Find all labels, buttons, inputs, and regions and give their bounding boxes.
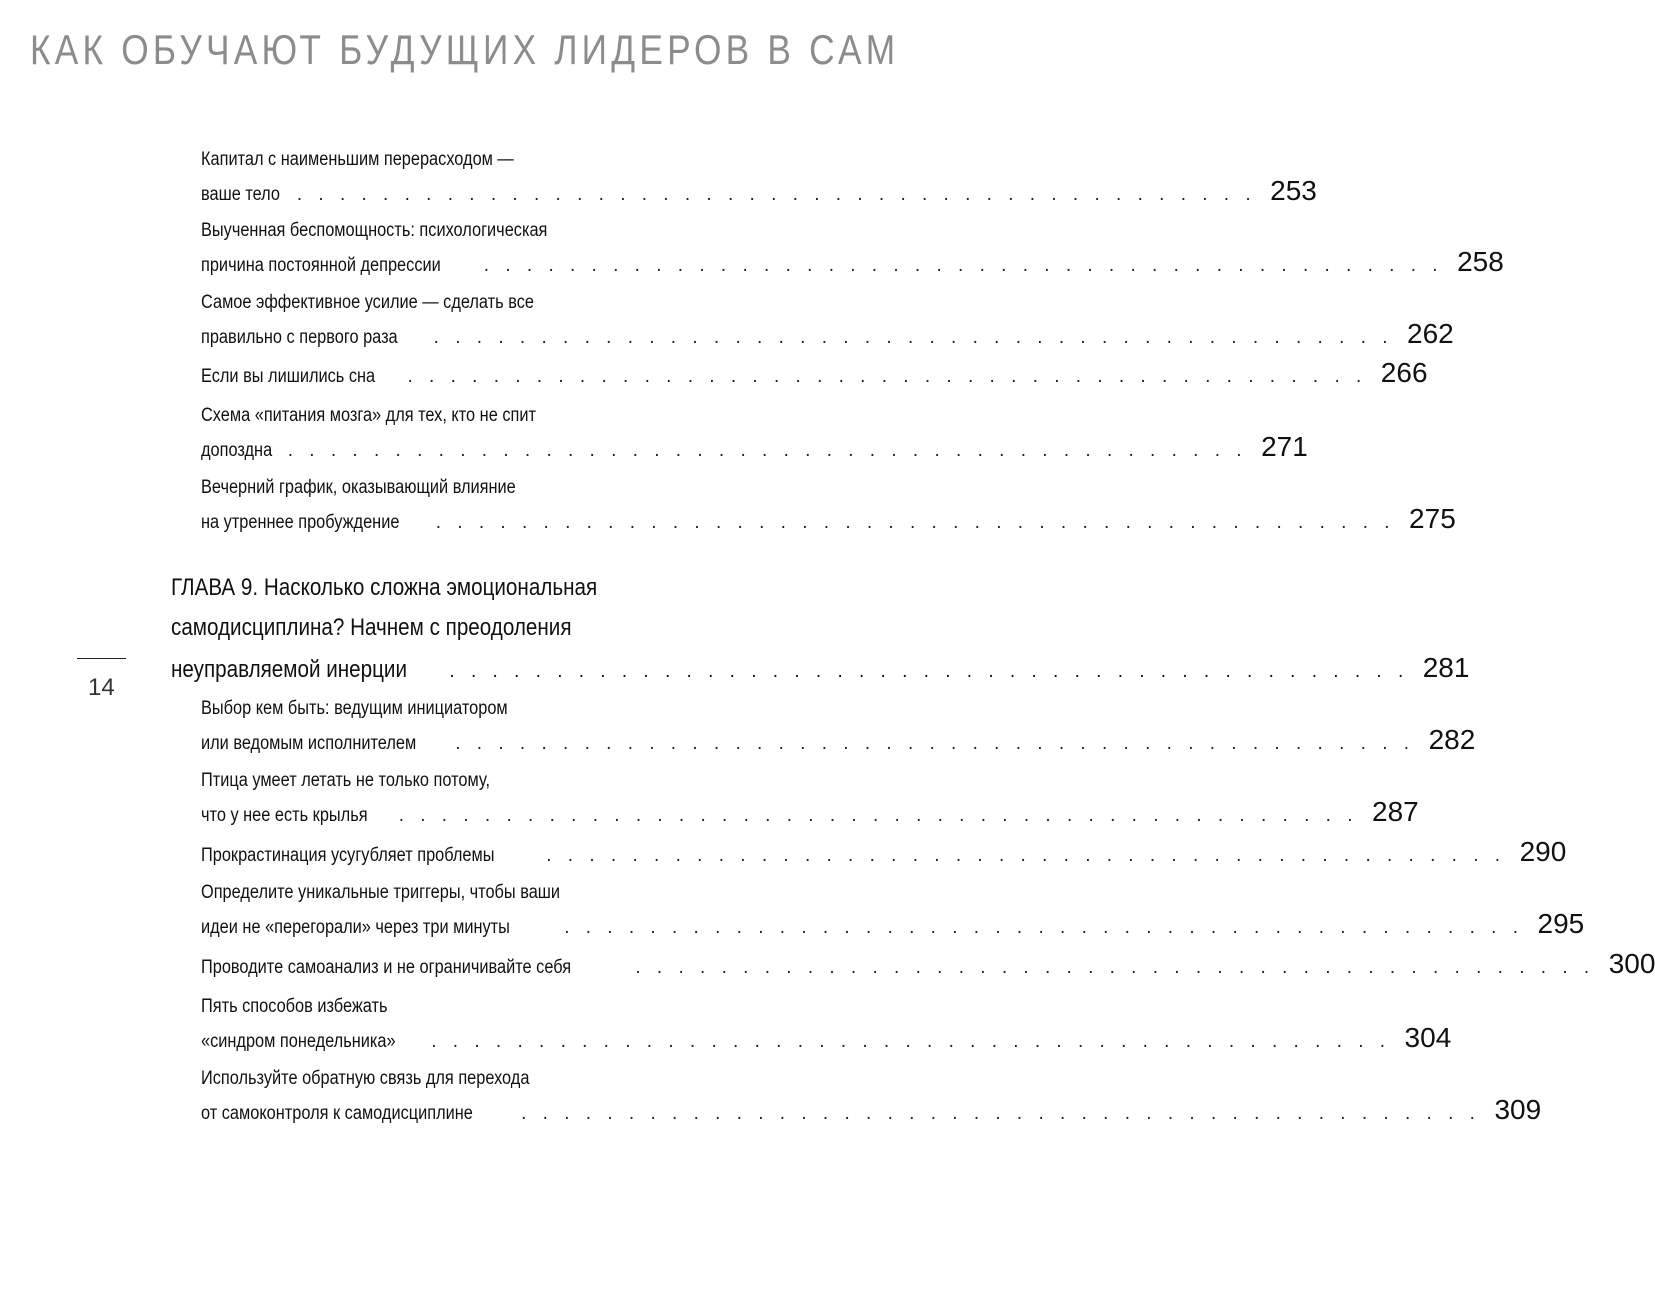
toc-entry[interactable] <box>201 948 1655 979</box>
leader-dots: . . . . . . . . . . . . . . . . . . . . . . . . . . . . . . . . . . . . . . . . . . . . . <box>407 366 1367 387</box>
toc-entry-title-line2: ваше тело <box>201 184 280 205</box>
toc-entry-title-line1: Определите уникальные триггеры, чтобы ваши <box>201 882 561 903</box>
chapter-title-line3: неуправляемой инерции <box>171 656 407 683</box>
toc-entry-title-line2: причина постоянной депрессии <box>201 255 441 276</box>
toc-entry-page: 275 <box>1409 503 1456 534</box>
toc-entry[interactable] <box>201 991 1452 1053</box>
chapter-title-line1: ГЛАВА 9. Насколько сложна эмоциональная <box>171 574 598 601</box>
leader-dots: . . . . . . . . . . . . . . . . . . . . . . . . . . . . . . . . . . . . . . . . . . . . . <box>287 440 1248 461</box>
toc-entry[interactable] <box>201 357 1428 388</box>
leader-dots: . . . . . . . . . . . . . . . . . . . . . . . . . . . . . . . . . . . . . . . . . . . . . <box>521 1103 1481 1124</box>
toc-entry[interactable] <box>201 144 1317 206</box>
leader-dots: . . . . . . . . . . . . . . . . . . . . . . . . . . . . . . . . . . . . . . . . . . . . . <box>431 1031 1391 1052</box>
leader-dots: . . . . . . . . . . . . . . . . . . . . . . . . . . . . . . . . . . . . . . . . . . . . . <box>433 327 1393 348</box>
toc-entry[interactable] <box>201 287 1454 349</box>
leader-dots: . . . . . . . . . . . . . . . . . . . . . . . . . . . . . . . . . . . . . . . . . . . . . <box>483 255 1444 276</box>
running-head: КАК ОБУЧАЮТ БУДУЩИХ ЛИДЕРОВ В САМ <box>30 26 900 73</box>
toc-entry-page: 295 <box>1537 908 1585 939</box>
toc-entry-title-line2: «синдром понедельника» <box>201 1031 396 1052</box>
toc-entry-title-line1: Птица умеет летать не только потому, <box>201 770 491 791</box>
toc-entry-page: 300 <box>1608 948 1655 979</box>
toc-entry-page: 304 <box>1404 1022 1452 1053</box>
toc-entry-title-line2: правильно с первого раза <box>201 327 398 348</box>
chapter-heading[interactable] <box>171 568 1470 688</box>
toc-entry-title-line1: Капитал с наименьшим перерасходом — <box>201 149 514 170</box>
leader-dots: . . . . . . . . . . . . . . . . . . . . . . . . . . . . . . . . . . . . . . . . . . . . . <box>435 512 1396 533</box>
toc-entry-title-line2: на утреннее пробуждение <box>201 512 400 533</box>
toc-entry[interactable] <box>201 1063 1542 1125</box>
toc-entry[interactable] <box>201 215 1504 277</box>
leader-dots: . . . . . . . . . . . . . . . . . . . . . . . . . . . . . . . . . . . . . . . . . . . . . <box>449 661 1409 682</box>
chapter-title-line2: самодисциплина? Начнем с преодоления <box>171 614 572 641</box>
toc-entry-title: Если вы лишились сна <box>201 366 376 387</box>
toc-entry-title-line2: от самоконтроля к самодисциплине <box>201 1103 473 1124</box>
chapter-page: 281 <box>1422 652 1470 683</box>
leader-dots: . . . . . . . . . . . . . . . . . . . . . . . . . . . . . . . . . . . . . . . . . . . . . <box>398 805 1359 826</box>
toc-entry-title-line1: Пять способов избежать <box>201 996 388 1017</box>
leader-dots: . . . . . . . . . . . . . . . . . . . . . . . . . . . . . . . . . . . . . . . . . . . . . <box>296 184 1257 205</box>
toc-entry-title-line2: идеи не «перегорали» через три минуты <box>201 917 510 938</box>
toc-entry-page: 253 <box>1270 175 1317 206</box>
toc-entry[interactable] <box>201 877 1585 939</box>
toc-entry-page: 287 <box>1372 796 1419 827</box>
toc-entry-page: 262 <box>1407 318 1454 349</box>
leader-dots: . . . . . . . . . . . . . . . . . . . . . . . . . . . . . . . . . . . . . . . . . . . . . <box>564 917 1524 938</box>
toc-entry-page: 266 <box>1380 357 1428 388</box>
toc-entry-title-line2: что у нее есть крылья <box>201 805 368 826</box>
toc-entry-title-line2: или ведомым исполнителем <box>201 733 417 754</box>
page-number: 14 <box>88 674 115 701</box>
toc-entry-title-line1: Самое эффективное усилие — сделать все <box>201 292 534 313</box>
toc-entry-page: 258 <box>1457 246 1504 277</box>
toc-entry-title: Прокрастинация усугубляет проблемы <box>201 845 495 866</box>
toc-entry[interactable] <box>201 472 1456 534</box>
toc-entry-title-line1: Выбор кем быть: ведущим инициатором <box>201 698 508 719</box>
toc-entry-page: 309 <box>1494 1094 1542 1125</box>
toc-entry[interactable] <box>201 400 1308 462</box>
toc-entry-title-line1: Схема «питания мозга» для тех, кто не спит <box>201 405 536 426</box>
toc-entry-page: 282 <box>1428 724 1476 755</box>
toc-entry[interactable] <box>201 836 1567 867</box>
toc-entry-title-line2: допоздна <box>201 440 273 461</box>
toc-entry-title-line1: Используйте обратную связь для перехода <box>201 1068 530 1089</box>
leader-dots: . . . . . . . . . . . . . . . . . . . . . . . . . . . . . . . . . . . . . . . . . . . . . <box>635 957 1595 978</box>
toc-entry-page: 271 <box>1261 431 1308 462</box>
leader-dots: . . . . . . . . . . . . . . . . . . . . . . . . . . . . . . . . . . . . . . . . . . . . . <box>546 845 1506 866</box>
leader-dots: . . . . . . . . . . . . . . . . . . . . . . . . . . . . . . . . . . . . . . . . . . . . . <box>455 733 1415 754</box>
toc-entry[interactable] <box>201 765 1419 827</box>
toc-entry-title-line1: Выученная беспомощность: психологическая <box>201 220 548 241</box>
toc-entry-page: 290 <box>1519 836 1567 867</box>
toc-entry[interactable] <box>201 693 1476 755</box>
toc-entry-title: Проводите самоанализ и не ограничивайте себя <box>201 957 572 978</box>
toc-entry-title-line1: Вечерний график, оказывающий влияние <box>201 477 516 498</box>
